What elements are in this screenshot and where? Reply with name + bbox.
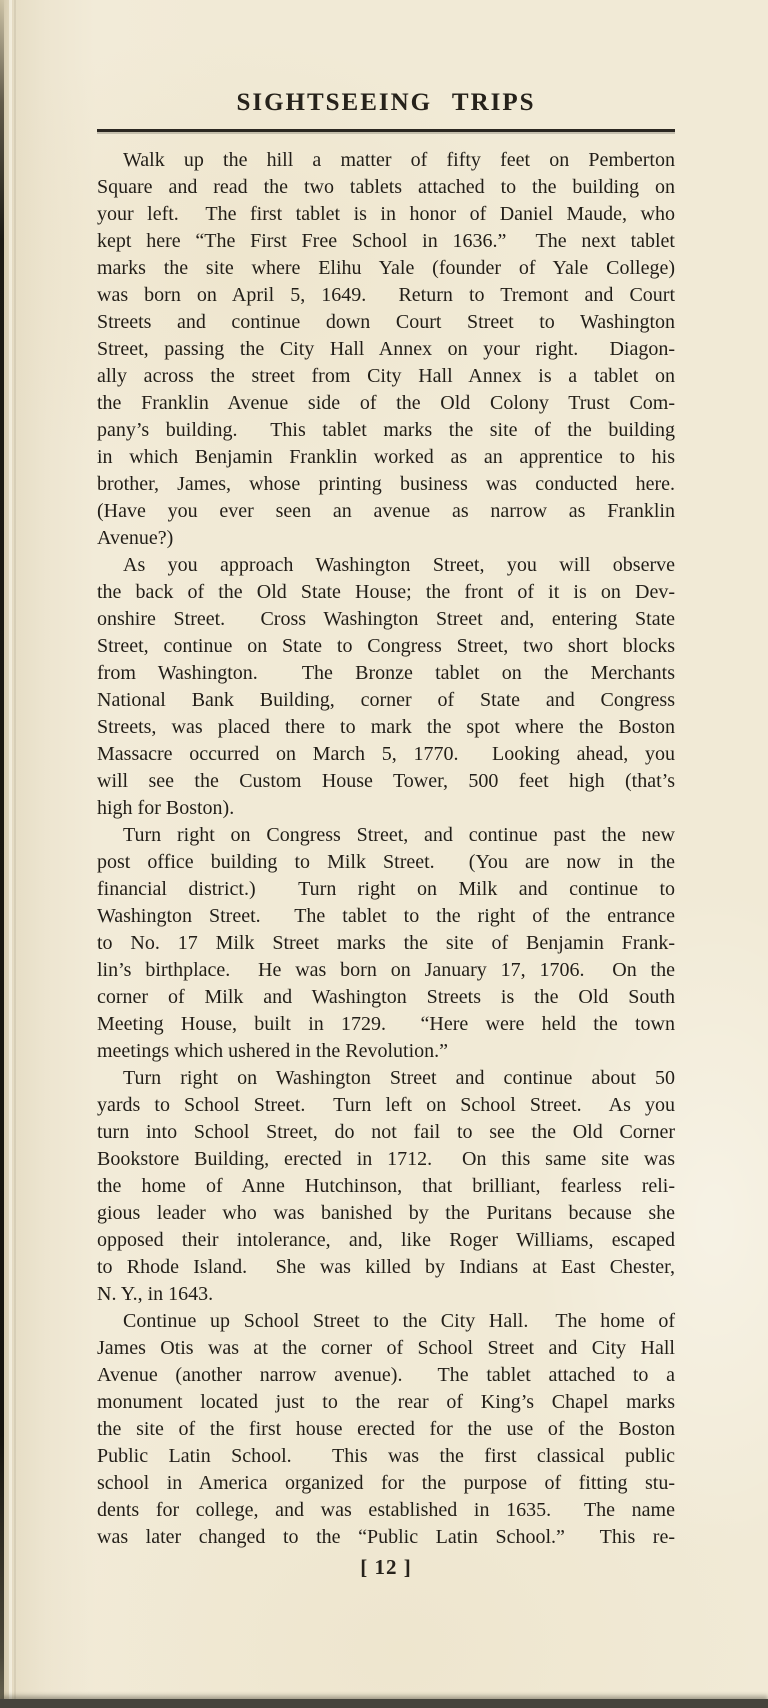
text-line: James Otis was at the corner of School Street and City Hall — [97, 1337, 675, 1359]
text-line: Meeting House, built in 1729. “Here were held the town — [97, 1013, 675, 1035]
page-number: [ 12 ] — [360, 1555, 412, 1579]
text-line: post office building to Milk Street. (You are now in the — [97, 851, 675, 873]
paragraph — [97, 1308, 675, 1551]
text-line: the home of Anne Hutchinson, that brilliant, fearless reli- — [97, 1175, 675, 1197]
text-line: financial district.) Turn right on Milk and continue to — [97, 878, 675, 900]
text-line: turn into School Street, do not fail to see the Old Corner — [97, 1121, 675, 1143]
text-line: school in America organized for the purpose of fitting stu- — [97, 1472, 675, 1494]
text-line: was born on April 5, 1649. Return to Tremont and Court — [97, 284, 675, 306]
text-column — [97, 86, 675, 1551]
text-line: corner of Milk and Washington Streets is the Old South — [97, 986, 675, 1008]
page-body — [97, 147, 675, 1551]
paragraph — [97, 552, 675, 822]
page-left-edge-shadow — [0, 0, 4, 1708]
text-line: Turn right on Congress Street, and continue past the new — [123, 824, 675, 846]
paragraph — [97, 822, 675, 1065]
binding-crease-shadow — [14, 0, 16, 1708]
text-line: marks the site where Elihu Yale (founder of Yale College) — [97, 257, 675, 279]
text-line: Avenue?) — [97, 527, 174, 549]
text-line: Turn right on Washington Street and continue about 50 — [123, 1067, 675, 1089]
text-line: Streets, was placed there to mark the spot where the Boston — [97, 716, 675, 738]
text-line: to No. 17 Milk Street marks the site of Benjamin Frank- — [97, 932, 675, 954]
text-line: Avenue (another narrow avenue). The tablet attached to a — [97, 1364, 675, 1386]
text-line: As you approach Washington Street, you will observe — [123, 554, 675, 576]
text-line: Square and read the two tablets attached to the building on — [97, 176, 675, 198]
text-line: your left. The first tablet is in honor of Daniel Maude, who — [97, 203, 675, 225]
text-line: pany’s building. This tablet marks the site of the building — [97, 419, 675, 441]
text-line: will see the Custom House Tower, 500 feet high (that’s — [97, 770, 675, 792]
text-line: Continue up School Street to the City Hall. The home of — [123, 1310, 675, 1332]
paragraph — [97, 1065, 675, 1308]
text-line: the Franklin Avenue side of the Old Colony Trust Com- — [97, 392, 675, 414]
text-line: onshire Street. Cross Washington Street and, entering State — [97, 608, 675, 630]
binding-crease-highlight — [9, 0, 12, 1708]
text-line: the site of the first house erected for the use of the Boston — [97, 1418, 675, 1440]
text-line: N. Y., in 1643. — [97, 1283, 214, 1305]
text-line: brother, James, whose printing business was conducted here. — [97, 473, 675, 495]
text-line: (Have you ever seen an avenue as narrow as Franklin — [97, 500, 675, 522]
text-line: opposed their intolerance, and, like Roger Williams, escaped — [97, 1229, 675, 1251]
text-line: Street, continue on State to Congress Street, two short blocks — [97, 635, 675, 657]
text-line: high for Boston). — [97, 797, 235, 819]
text-line: gious leader who was banished by the Puritans because she — [97, 1202, 675, 1224]
text-line: lin’s birthplace. He was born on January 17, 1706. On the — [97, 959, 675, 981]
text-line: Massacre occurred on March 5, 1770. Looking ahead, you — [97, 743, 675, 765]
text-line: the back of the Old State House; the front of it is on Dev- — [97, 581, 675, 603]
text-line: from Washington. The Bronze tablet on the Merchants — [97, 662, 675, 684]
text-line: Streets and continue down Court Street to Washington — [97, 311, 675, 333]
text-line: National Bank Building, corner of State and Congress — [97, 689, 675, 711]
page-title: SIGHTSEEING TRIPS — [236, 89, 536, 116]
text-line: Public Latin School. This was the first classical public — [97, 1445, 675, 1467]
text-line: Street, passing the City Hall Annex on your right. Diagon- — [97, 338, 675, 360]
page-bottom-edge-shadow — [0, 1699, 768, 1708]
header-rule — [97, 129, 675, 132]
text-line: monument located just to the rear of King’s Chapel marks — [97, 1391, 675, 1413]
text-line: to Rhode Island. She was killed by Indians at East Chester, — [97, 1256, 675, 1278]
text-line: dents for college, and was established in 1635. The name — [97, 1499, 675, 1521]
text-line: Walk up the hill a matter of fifty feet on Pemberton — [123, 149, 675, 171]
text-line: kept here “The First Free School in 1636.” The next tablet — [97, 230, 675, 252]
text-line: Bookstore Building, erected in 1712. On this same site was — [97, 1148, 675, 1170]
text-line: Washington Street. The tablet to the right of the entrance — [97, 905, 675, 927]
text-line: in which Benjamin Franklin worked as an apprentice to his — [97, 446, 675, 468]
text-line: ally across the street from City Hall Annex is a tablet on — [97, 365, 675, 387]
text-line: yards to School Street. Turn left on School Street. As you — [97, 1094, 675, 1116]
text-line: meetings which ushered in the Revolution.” — [97, 1040, 449, 1062]
text-line: was later changed to the “Public Latin School.” This re- — [97, 1526, 675, 1548]
paragraph — [97, 147, 675, 552]
